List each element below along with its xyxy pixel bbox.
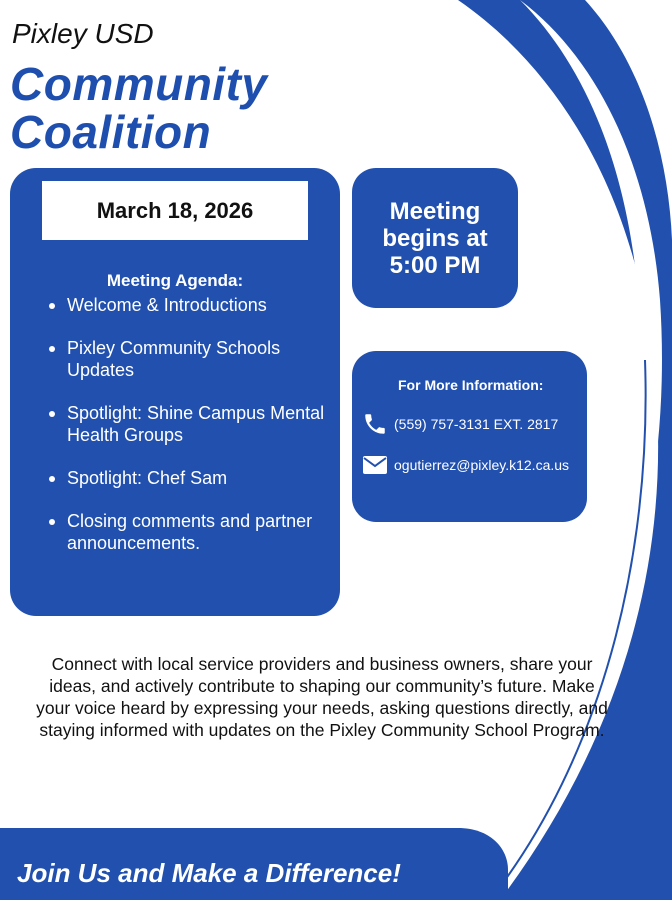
agenda-heading: Meeting Agenda: — [106, 271, 244, 290]
contact-panel — [352, 351, 587, 522]
email-address: ogutierrez@pixley.k12.ca.us — [394, 457, 570, 473]
phone-icon — [362, 411, 388, 437]
agenda-item: Closing comments and partner announcements. — [28, 510, 328, 554]
footer-cta: Join Us and Make a Difference! — [17, 858, 401, 888]
email-row[interactable] — [362, 455, 569, 475]
agenda-item: Spotlight: Chef Sam — [28, 467, 328, 489]
title-line-2: Coalition — [10, 106, 212, 158]
phone-number: (559) 757-3131 EXT. 2817 — [394, 416, 559, 432]
meeting-time-line-1: Meeting — [389, 197, 481, 225]
phone-row[interactable] — [362, 411, 558, 437]
title-line-1: Community — [10, 58, 268, 110]
page-title — [10, 60, 268, 156]
agenda-list — [28, 294, 328, 575]
meeting-date: March 18, 2026 — [42, 181, 308, 240]
agenda-item: Welcome & Introductions — [28, 294, 328, 316]
mail-icon — [362, 455, 388, 475]
agenda-item: Pixley Community Schools Updates — [28, 337, 328, 381]
contact-heading: For More Information: — [398, 377, 544, 393]
meeting-time-line-2: begins at — [382, 224, 488, 252]
description-paragraph: Connect with local service providers and business owners, share your ideas, and actively contribute to shaping our community’s future. Make your voice heard by expressing your needs, asking questions directly, and staying informed with updates on the Pixley Community School Program. — [36, 654, 608, 740]
meeting-time-line-3: 5:00 PM — [389, 251, 481, 279]
meeting-time-panel — [352, 168, 518, 308]
organization-name: Pixley USD — [12, 18, 154, 49]
agenda-item: Spotlight: Shine Campus Mental Health Groups — [28, 402, 328, 446]
